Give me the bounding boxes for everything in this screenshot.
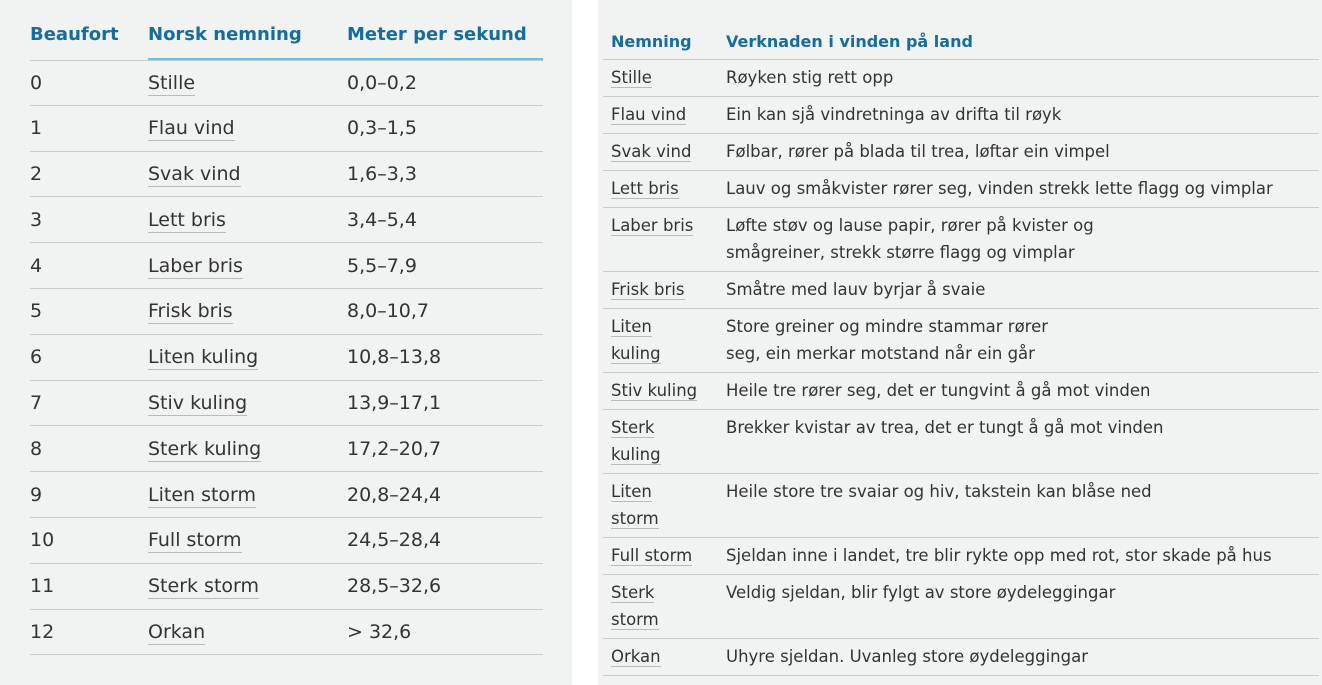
wind-name-link[interactable]: Frisk bris	[611, 280, 685, 299]
table-row	[603, 639, 1319, 676]
wind-effect-text: Sjeldan inne i landet, tre blir rykte opp med rot, stor skade på hus	[726, 546, 1272, 565]
wind-name-cell	[148, 529, 347, 551]
wind-name-cell	[148, 300, 347, 322]
table-row	[30, 243, 543, 289]
wind-effect-table-body	[603, 60, 1319, 676]
wind-name-link[interactable]: Sterk	[611, 418, 655, 437]
wind-effect-cell	[726, 175, 1319, 202]
wind-speed: 17,2–20,7	[347, 437, 442, 460]
wind-name-link[interactable]: Svak vind	[611, 142, 692, 161]
wind-speed: 3,4–5,4	[347, 208, 417, 231]
wind-name-cell	[148, 438, 347, 460]
header-meter-per-sekund: Meter per sekund	[347, 12, 543, 60]
beaufort-number: 10	[30, 529, 55, 552]
wind-effect-table-header	[603, 24, 1319, 60]
wind-name-cell	[148, 575, 347, 597]
wind-speed: 0,0–0,2	[347, 71, 417, 94]
wind-effect-cell	[726, 101, 1319, 128]
wind-effect-text: Store greiner og mindre stammar rører	[726, 317, 1049, 336]
wind-name-link[interactable]: Lett bris	[611, 179, 679, 198]
wind-name-cell	[603, 478, 726, 532]
wind-name-link[interactable]: Stille	[148, 71, 196, 94]
wind-name-cell	[148, 72, 347, 94]
table-row	[30, 289, 543, 335]
wind-name-link[interactable]: kuling	[611, 445, 661, 464]
table-row	[603, 575, 1319, 639]
wind-name-link[interactable]: Frisk bris	[148, 300, 233, 323]
wind-name-link[interactable]: Liten	[611, 482, 652, 501]
beaufort-number: 8	[30, 437, 43, 460]
table-row	[603, 272, 1319, 309]
table-row	[30, 518, 543, 564]
wind-name-link[interactable]: Stiv kuling	[148, 391, 248, 414]
beaufort-table-header	[30, 12, 543, 60]
wind-name-link[interactable]: Full storm	[611, 546, 693, 565]
wind-name-cell	[603, 542, 726, 569]
wind-effect-text: smågreiner, strekk større flagg og vimplar	[726, 243, 1075, 262]
table-row	[603, 373, 1319, 410]
wind-name-cell	[603, 212, 726, 266]
wind-name-cell	[148, 346, 347, 368]
table-row	[30, 152, 543, 198]
wind-effect-text: Lauv og småkvister rører seg, vinden strekk lette flagg og vimplar	[726, 179, 1273, 198]
table-row	[30, 564, 543, 610]
wind-effect-table	[603, 24, 1319, 676]
beaufort-number: 4	[30, 254, 43, 277]
wind-speed: 10,8–13,8	[347, 346, 442, 369]
wind-effect-cell	[726, 313, 1319, 367]
wind-name-link[interactable]: storm	[611, 610, 659, 629]
wind-effect-text: Løfte støv og lause papir, rører på kvister og	[726, 216, 1094, 235]
wind-name-cell	[148, 117, 347, 139]
wind-name-cell	[148, 209, 347, 231]
wind-speed: 1,6–3,3	[347, 162, 417, 185]
table-row	[603, 309, 1319, 373]
wind-name-link[interactable]: storm	[611, 509, 659, 528]
table-row	[603, 208, 1319, 272]
wind-effect-text: Brekker kvistar av trea, det er tungt å gå mot vinden	[726, 418, 1164, 437]
wind-effect-text: seg, ein merkar motstand når ein går	[726, 344, 1035, 363]
table-row	[30, 472, 543, 518]
beaufort-number: 6	[30, 346, 43, 369]
wind-speed: 5,5–7,9	[347, 254, 417, 277]
table-row	[603, 474, 1319, 538]
wind-name-link[interactable]: Sterk	[611, 583, 655, 602]
wind-name-cell	[603, 175, 726, 202]
table-row	[603, 410, 1319, 474]
wind-name-link[interactable]: Orkan	[148, 620, 206, 643]
wind-name-link[interactable]: Lett bris	[148, 208, 226, 231]
wind-name-cell	[148, 621, 347, 643]
header-nemning: Nemning	[611, 32, 692, 51]
beaufort-number: 9	[30, 483, 43, 506]
wind-name-link[interactable]: Svak vind	[148, 162, 241, 185]
wind-effect-text: Heile store tre svaiar og hiv, takstein kan blåse ned	[726, 482, 1152, 501]
header-beaufort: Beaufort	[30, 24, 119, 45]
table-row	[603, 60, 1319, 97]
wind-effect-cell	[726, 542, 1319, 569]
wind-effect-cell	[726, 276, 1319, 303]
wind-name-link[interactable]: Full storm	[148, 529, 242, 552]
wind-name-cell	[603, 276, 726, 303]
wind-name-link[interactable]: Liten	[611, 317, 652, 336]
table-row	[30, 610, 543, 656]
table-row	[603, 134, 1319, 171]
wind-name-cell	[148, 392, 347, 414]
wind-name-cell	[603, 643, 726, 670]
wind-name-cell	[148, 255, 347, 277]
wind-name-cell	[603, 64, 726, 91]
table-row	[603, 538, 1319, 575]
wind-speed: > 32,6	[347, 620, 412, 643]
table-row	[30, 197, 543, 243]
wind-effect-cell	[726, 478, 1319, 532]
wind-name-cell	[603, 313, 726, 367]
wind-effect-cell	[726, 64, 1319, 91]
wind-effect-cell	[726, 212, 1319, 266]
wind-effect-cell	[726, 414, 1319, 468]
wind-name-cell	[148, 484, 347, 506]
beaufort-number: 2	[30, 162, 43, 185]
wind-name-link[interactable]: Laber bris	[148, 254, 243, 277]
wind-speed: 28,5–32,6	[347, 575, 442, 598]
wind-effect-text: Ein kan sjå vindretninga av drifta til røyk	[726, 105, 1062, 124]
wind-effect-text: Røyken stig rett opp	[726, 68, 894, 87]
wind-name-link[interactable]: kuling	[611, 344, 661, 363]
wind-name-link[interactable]: Stille	[611, 68, 652, 87]
wind-speed: 8,0–10,7	[347, 300, 430, 323]
table-row	[30, 106, 543, 152]
wind-effect-text: Følbar, rører på blada til trea, løftar ein vimpel	[726, 142, 1110, 161]
wind-speed: 13,9–17,1	[347, 391, 442, 414]
wind-name-cell	[603, 138, 726, 165]
table-row	[30, 426, 543, 472]
beaufort-number: 11	[30, 575, 55, 598]
wind-effect-text: Veldig sjeldan, blir fylgt av store øydeleggingar	[726, 583, 1116, 602]
wind-effect-text: Heile tre rører seg, det er tungvint å gå mot vinden	[726, 381, 1151, 400]
beaufort-table-body	[30, 60, 543, 655]
wind-effect-text: Uhyre sjeldan. Uvanleg store øydeleggingar	[726, 647, 1088, 666]
wind-name-link[interactable]: Liten kuling	[148, 346, 259, 369]
header-verknaden: Verknaden i vinden på land	[726, 32, 973, 51]
wind-name-link[interactable]: Sterk storm	[148, 575, 260, 598]
wind-name-link[interactable]: Liten storm	[148, 483, 257, 506]
wind-effect-cell	[726, 643, 1319, 670]
wind-name-link[interactable]: Laber bris	[611, 216, 694, 235]
wind-name-link[interactable]: Orkan	[611, 647, 661, 666]
wind-name-cell	[148, 163, 347, 185]
table-row	[603, 97, 1319, 134]
wind-name-link[interactable]: Flau vind	[611, 105, 687, 124]
wind-name-link[interactable]: Stiv kuling	[611, 381, 698, 400]
wind-effect-cell	[726, 579, 1319, 633]
table-row	[30, 60, 543, 106]
wind-name-link[interactable]: Sterk kuling	[148, 437, 262, 460]
beaufort-number: 12	[30, 620, 55, 643]
beaufort-table	[30, 12, 543, 655]
beaufort-number: 3	[30, 208, 43, 231]
table-row	[603, 171, 1319, 208]
wind-effect-cell	[726, 138, 1319, 165]
wind-name-cell	[603, 579, 726, 633]
wind-name-link[interactable]: Flau vind	[148, 117, 235, 140]
wind-speed: 24,5–28,4	[347, 529, 442, 552]
header-norsk-nemning: Norsk nemning	[148, 12, 347, 60]
beaufort-number: 5	[30, 300, 43, 323]
beaufort-number: 7	[30, 391, 43, 414]
wind-name-cell	[603, 414, 726, 468]
table-row	[30, 381, 543, 427]
wind-name-cell	[603, 377, 726, 404]
wind-effect-text: Småtre med lauv byrjar å svaie	[726, 280, 986, 299]
wind-effect-cell	[726, 377, 1319, 404]
beaufort-number: 0	[30, 71, 43, 94]
wind-name-cell	[603, 101, 726, 128]
wind-speed: 20,8–24,4	[347, 483, 442, 506]
table-row	[30, 335, 543, 381]
beaufort-number: 1	[30, 117, 43, 140]
wind-speed: 0,3–1,5	[347, 117, 417, 140]
